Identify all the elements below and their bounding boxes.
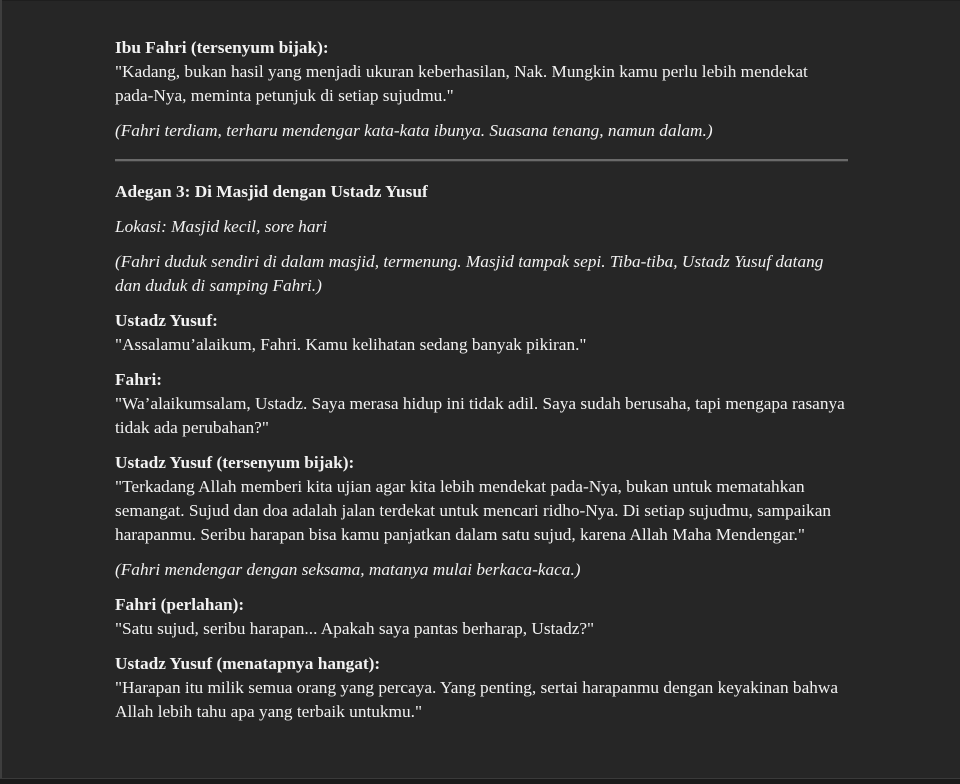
scene-divider bbox=[115, 159, 848, 162]
dialogue-text: "Harapan itu milik semua orang yang percaya. Yang penting, sertai harapanmu dengan keyakinan bahwa Allah lebih tahu apa yang terbaik untukmu." bbox=[115, 678, 839, 721]
dialogue-text: "Kadang, bukan hasil yang menjadi ukuran keberhasilan, Nak. Mungkin kamu perlu lebih mendekat pada-Nya, meminta petunjuk di setiap sujudmu." bbox=[115, 62, 808, 105]
dialogue-block-ustadz-yusuf bbox=[115, 652, 850, 724]
dialogue-text: "Assalamu’alaikum, Fahri. Kamu kelihatan sedang banyak pikiran." bbox=[115, 335, 587, 354]
dialogue-text: "Wa’alaikumsalam, Ustadz. Saya merasa hidup ini tidak adil. Saya sudah berusaha, tapi mengapa rasanya tidak ada perubahan?" bbox=[115, 394, 845, 437]
window-bottom-edge bbox=[0, 778, 960, 784]
dialogue-text: "Terkadang Allah memberi kita ujian agar kita lebih mendekat pada-Nya, bukan untuk mematahkan semangat. Sujud dan doa adalah jalan terdekat untuk mencari ridho-Nya. Di setiap sujudmu, sampaikan harapanmu. Seribu harapan bisa kamu panjatkan dalam satu sujud, karena Allah Maha Mendengar." bbox=[115, 477, 832, 544]
scene-location: Lokasi: Masjid kecil, sore hari bbox=[115, 217, 327, 236]
dialogue-block-ibu-fahri bbox=[115, 36, 850, 108]
speaker-label: Ustadz Yusuf (tersenyum bijak): bbox=[115, 453, 355, 472]
stage-direction: (Fahri duduk sendiri di dalam masjid, termenung. Masjid tampak sepi. Tiba-tiba, Ustadz Yusuf datang dan duduk di samping Fahri.) bbox=[115, 252, 824, 295]
script-document bbox=[115, 36, 850, 735]
dialogue-block-ustadz-yusuf bbox=[115, 451, 850, 547]
scene-title: Adegan 3: Di Masjid dengan Ustadz Yusuf bbox=[115, 182, 428, 201]
speaker-label: Ustadz Yusuf (menatapnya hangat): bbox=[115, 654, 381, 673]
dialogue-block-fahri bbox=[115, 593, 850, 641]
speaker-label: Ibu Fahri (tersenyum bijak): bbox=[115, 38, 329, 57]
speaker-label: Fahri: bbox=[115, 370, 163, 389]
stage-direction: (Fahri terdiam, terharu mendengar kata-kata ibunya. Suasana tenang, namun dalam.) bbox=[115, 121, 713, 140]
speaker-label: Ustadz Yusuf: bbox=[115, 311, 218, 330]
stage-direction: (Fahri mendengar dengan seksama, matanya mulai berkaca-kaca.) bbox=[115, 560, 581, 579]
window-left-edge bbox=[0, 0, 2, 784]
window-top-edge bbox=[0, 0, 960, 1]
dialogue-block-ustadz-yusuf bbox=[115, 309, 850, 357]
dialogue-text: "Satu sujud, seribu harapan... Apakah saya pantas berharap, Ustadz?" bbox=[115, 619, 595, 638]
speaker-label: Fahri (perlahan): bbox=[115, 595, 245, 614]
dialogue-block-fahri bbox=[115, 368, 850, 440]
